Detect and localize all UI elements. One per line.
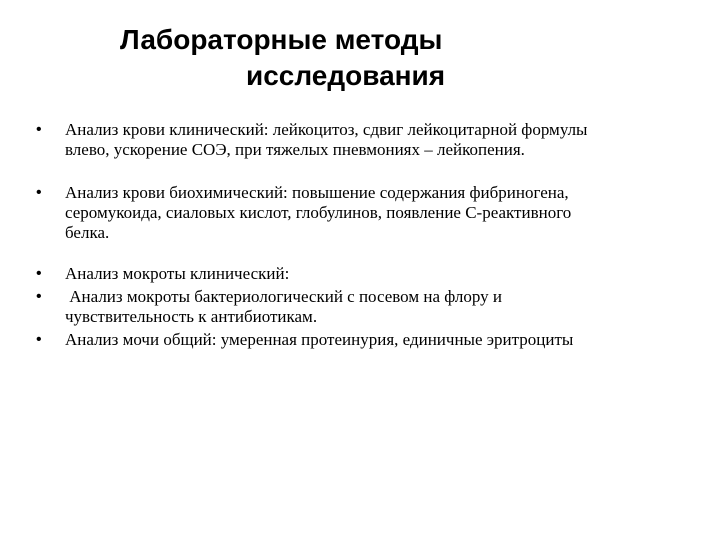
list-item-text: Анализ крови клинический: лейкоцитоз, сдвиг лейкоцитарной формулы влево, ускорение СОЭ, при тяжелых пневмониях – лейкопения. bbox=[65, 120, 588, 159]
bullet-icon: • bbox=[36, 265, 42, 282]
bullet-list bbox=[36, 120, 616, 350]
list-item bbox=[36, 264, 616, 284]
list-item-text: Анализ мочи общий: умеренная протеинурия, единичные эритроциты bbox=[65, 330, 574, 349]
list-item-text: Анализ мокроты бактериологический с посевом на флору и чувствительность к антибиотикам. bbox=[65, 287, 507, 326]
bullet-icon: • bbox=[36, 184, 42, 201]
list-item bbox=[36, 287, 616, 327]
list-item bbox=[36, 120, 616, 160]
title-line-1: Лабораторные методы bbox=[120, 24, 443, 55]
list-item-text: Анализ мокроты клинический: bbox=[65, 264, 290, 283]
list-item-text: Анализ крови биохимический: повышение содержания фибриногена, серомукоида, сиаловых кислот, глобулинов, появление С-реактивного белка. bbox=[65, 183, 572, 242]
list-item bbox=[36, 183, 616, 243]
title-line-2: исследования bbox=[246, 60, 446, 91]
list-item bbox=[36, 330, 616, 350]
bullet-icon: • bbox=[36, 121, 42, 138]
bullet-icon: • bbox=[36, 331, 42, 348]
bullet-icon: • bbox=[36, 288, 42, 305]
